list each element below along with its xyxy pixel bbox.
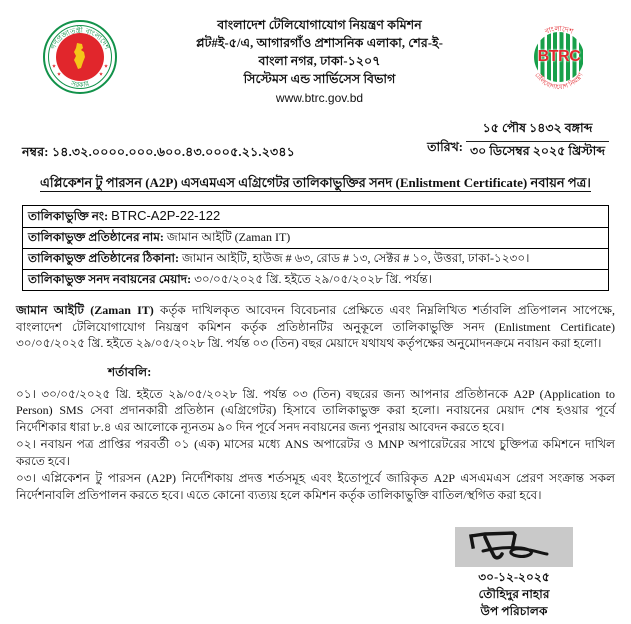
organization-address-block	[126, 14, 513, 108]
row-label: তালিকাভুক্ত সনদ নবায়নের মেয়াদ:	[28, 272, 192, 286]
table-row	[23, 228, 608, 249]
term-item-2: ০২। নবায়ন পত্র প্রাপ্তির পরবর্তী ০১ (এক) মাসের মধ্যে ANS অপারেটর ও MNP অপারেটরের সাথে চুক্তিপত্র কমিশনে দাখিল করতে হবে।	[16, 437, 615, 468]
row-value: BTRC-A2P-22-122	[111, 208, 221, 223]
enlistment-details-table	[22, 205, 609, 291]
signature-block	[419, 527, 609, 620]
signature-date: ৩০-১২-২০২৫	[478, 570, 550, 584]
main-paragraph-text: কর্তৃক দাখিলকৃত আবেদন বিবেচনার প্রেক্ষিতে এবং নিম্নলিখিত শর্তাবলি প্রতিপালন সাপেক্ষে, বাংলাদেশ টেলিযোগাযোগ নিয়ন্ত্রণ কমিশন কর্তৃক প্রতিষ্ঠানটির অনুকূলে তালিকাভুক্তি সনদ (Enlistment Certificate) ৩০/০৫/২০২৫ খ্রি. হইতে ২৯/০৫/২০২৮ খ্রি. পর্যন্ত ০৩ (তিন) বছর মেয়াদে যথাযথ কর্তৃপক্ষের অনুমোদনক্রমে নবায়ন করা হলো।	[16, 303, 615, 350]
signatory-name: তৌহিদুর নাহার	[478, 587, 550, 601]
bangladesh-government-emblem-icon	[43, 20, 117, 94]
row-label: তালিকাভুক্তি নং:	[28, 209, 109, 223]
entity-name-bold: জামান আইটি (Zaman IT)	[16, 303, 154, 317]
row-label: তালিকাভুক্ত প্রতিষ্ঠানের ঠিকানা:	[28, 251, 179, 265]
document-title	[0, 174, 631, 205]
svg-text:বাংলাদেশ: বাংলাদেশ	[544, 25, 574, 36]
document-body	[0, 302, 631, 503]
org-address-line-1: প্লট#ই-৫/এ, আগারগাঁও প্রশাসনিক এলাকা, শের-ই-	[196, 36, 443, 50]
table-row	[23, 206, 608, 228]
signatory-designation: উপ পরিচালক	[480, 604, 548, 618]
date-gregorian-era: ৩০ ডিসেম্বর ২০২৫ খ্রিস্টাব্দ	[469, 144, 605, 158]
reference-and-date-block	[0, 112, 631, 174]
date-label: তারিখ:	[427, 139, 463, 154]
right-logo-slot	[513, 14, 605, 94]
row-value: জামান আইটি (Zaman IT)	[166, 230, 291, 244]
org-website-url: www.btrc.gov.bd	[275, 91, 364, 105]
svg-text:গণপ্রজাতন্ত্রী বাংলাদেশ: গণপ্রজাতন্ত্রী বাংলাদেশ	[48, 25, 112, 51]
document-title-text: এপ্লিকেশন টু পারসন (A2P) এসএমএস এগ্রিগেটর তালিকাভুক্তির সনদ (Enlistment Certificate) নবায়ন পত্র।	[40, 175, 591, 190]
btrc-wordmark: BTRC	[537, 48, 581, 65]
document-header	[0, 0, 631, 112]
org-name: বাংলাদেশ টেলিযোগাযোগ নিয়ন্ত্রণ কমিশন	[217, 18, 422, 32]
signature-strokes	[455, 527, 573, 567]
row-value: ৩০/০৫/২০২৫ খ্রি. হইতে ২৯/০৫/২০২৮ খ্রি. পর্যন্ত।	[194, 272, 432, 286]
svg-text:সরকার: সরকার	[69, 78, 91, 90]
btrc-logo-icon	[522, 20, 596, 94]
org-department: সিস্টেমস এন্ড সার্ভিসেস বিভাগ	[243, 72, 396, 86]
main-paragraph	[16, 302, 615, 352]
term-item-3: ০৩। এপ্লিকেশন টু পারসন (A2P) নির্দেশিকায় প্রদত্ত শর্তসমূহ এবং ইতোপূর্বে জারিকৃত A2P এসএমএস প্রেরণ সংক্রান্ত সকল নির্দেশনাবলি প্রতিপালন করতে হবে। এতে কোনো ব্যত্যয় হলে কমিশন কর্তৃক তালিকাভুক্তি বাতিল/স্থগিত করা হবে।	[16, 471, 615, 502]
signature-image	[455, 527, 573, 567]
row-value: জামান আইটি, হাউজ # ৬৩, রোড # ১৩, সেক্টর # ১০, উত্তরা, ঢাকা-১২৩০।	[181, 251, 530, 265]
date-bengali-era: ১৫ পৌষ ১৪৩২ বঙ্গাব্দ	[466, 120, 609, 142]
row-label: তালিকাভুক্ত প্রতিষ্ঠানের নাম:	[28, 230, 164, 244]
terms-heading: শর্তাবলি:	[108, 364, 152, 379]
org-address-line-2: বাংলা নগর, ঢাকা-১২০৭	[258, 54, 381, 68]
left-logo-slot	[34, 14, 126, 94]
table-row	[23, 270, 608, 290]
emblem-arc-text	[44, 21, 116, 93]
term-item-1: ০১। ৩০/০৫/২০২৫ খ্রি. হইতে ২৯/০৫/২০২৮ খ্রি. পর্যন্ত ০৩ (তিন) বছরের জন্য আপনার প্রতিষ্ঠানকে A2P (Application to Person) SMS সেবা প্রদানকারী প্রতিষ্ঠান (এগ্রিগেটর) হিসাবে তালিকাভুক্ত করা হলো। নবায়নের মেয়াদ শেষ হওয়ার পূর্বে নির্দেশিকার ধারা ৮.৪ এর আলোকে ন্যূনতম ৯০ দিন পূর্বে সনদ নবায়নের জন্য পুনরায় আবেদন করতে হবে।	[16, 386, 615, 434]
table-row	[23, 249, 608, 270]
date-values	[466, 120, 609, 163]
reference-number: নম্বর: ১৪.৩২.০০০০.০০০.৬০০.৪৩.০০০৫.২১.২৩৪১	[22, 145, 295, 159]
date-block	[427, 120, 609, 163]
svg-text:টেলিযোগাযোগ নিয়ন্ত্রণ: টেলিযোগাযোগ নিয়ন্ত্রণ	[533, 71, 585, 92]
